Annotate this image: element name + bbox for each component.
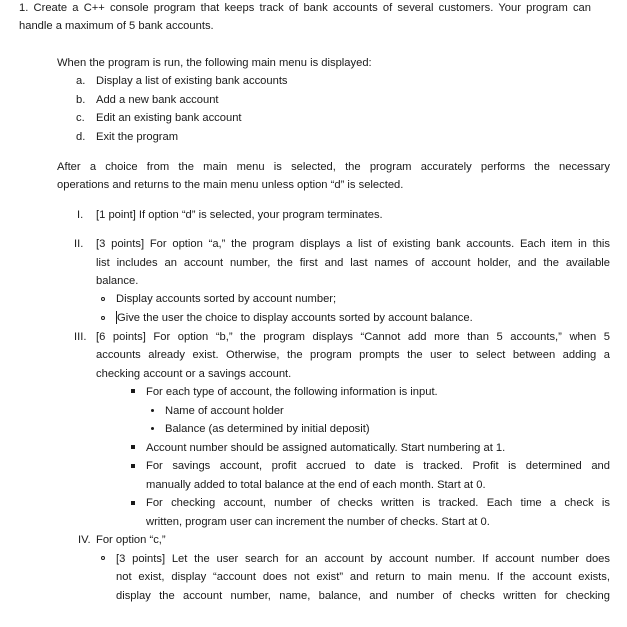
req3-account-number: Account number should be assigned automatically. Start numbering at 1. xyxy=(146,442,506,454)
intro-line-1: 1. Create a C++ console program that keeps track of bank accounts of several customers. Your program can xyxy=(19,2,591,14)
req-marker: IV. xyxy=(78,534,91,546)
menu-intro: When the program is run, the following main menu is displayed: xyxy=(57,57,372,69)
req1-text: [1 point] If option “d” is selected, your program terminates. xyxy=(96,209,383,221)
dot-bullet-icon xyxy=(151,427,154,430)
menu-item-marker: c. xyxy=(76,112,85,124)
menu-item-marker: b. xyxy=(76,94,86,106)
req-marker: III. xyxy=(74,331,87,343)
req-marker: I. xyxy=(77,209,84,221)
req3-line-1: [6 points] For option “b,” the program displays “Cannot add more than 5 accounts,” when 5 xyxy=(96,331,610,343)
square-bullet-icon xyxy=(131,501,135,505)
menu-item-display: Display a list of existing bank accounts xyxy=(96,75,288,87)
req4-text: For option “c,” xyxy=(96,534,166,546)
req3-info-name: Name of account holder xyxy=(165,405,284,417)
square-bullet-icon xyxy=(131,389,135,393)
square-bullet-icon xyxy=(131,445,135,449)
req3-checking-line-2: written, program user can increment the number of checks. Start at 0. xyxy=(146,516,490,528)
req2-sub-sort-balance: Give the user the choice to display accounts sorted by account balance. xyxy=(117,312,473,324)
intro-line-2: handle a maximum of 5 bank accounts. xyxy=(19,20,214,32)
after-line-2: operations and returns to the main menu unless option “d” is selected. xyxy=(57,179,404,191)
after-line-1: After a choice from the main menu is selected, the program accurately performs the necessary xyxy=(57,161,610,173)
dot-bullet-icon xyxy=(151,409,154,412)
req4-sub-line-2: not exist, display “account does not exist” and return to main menu. If the account exists, xyxy=(116,571,610,583)
menu-item-marker: d. xyxy=(76,131,86,143)
req3-line-3: checking account or a savings account. xyxy=(96,368,292,380)
menu-item-edit: Edit an existing bank account xyxy=(96,112,242,124)
req4-sub-line-3: display the account number, name, balance, and number of checks written for checking xyxy=(116,590,610,602)
req3-savings-line-2: manually added to total balance at the end of each month. Start at 0. xyxy=(146,479,486,491)
square-bullet-icon xyxy=(131,464,135,468)
req2-line-2: list includes an account number, the first and last names of account holder, and the available xyxy=(96,257,610,269)
circle-bullet-icon xyxy=(101,316,105,320)
circle-bullet-icon xyxy=(101,556,105,560)
req4-sub-line-1: [3 points] Let the user search for an account by account number. If account number does xyxy=(116,553,610,565)
circle-bullet-icon xyxy=(101,297,105,301)
req3-line-2: accounts already exist. Otherwise, the program prompts the user to select between adding a xyxy=(96,349,610,361)
req3-checking-line-1: For checking account, number of checks written is tracked. Each time a check is xyxy=(146,497,610,509)
req3-savings-line-1: For savings account, profit accrued to date is tracked. Profit is determined and xyxy=(146,460,610,472)
menu-item-add: Add a new bank account xyxy=(96,94,219,106)
menu-item-marker: a. xyxy=(76,75,86,87)
req2-sub-sort-number: Display accounts sorted by account number; xyxy=(116,293,337,305)
req3-info-intro: For each type of account, the following information is input. xyxy=(146,386,438,398)
req-marker: II. xyxy=(74,238,84,250)
req3-info-balance: Balance (as determined by initial deposit) xyxy=(165,423,370,435)
menu-item-exit: Exit the program xyxy=(96,131,179,143)
req2-line-3: balance. xyxy=(96,275,139,287)
req2-line-1: [3 points] For option “a,” the program displays a list of existing bank accounts. Each item in this xyxy=(96,238,610,250)
